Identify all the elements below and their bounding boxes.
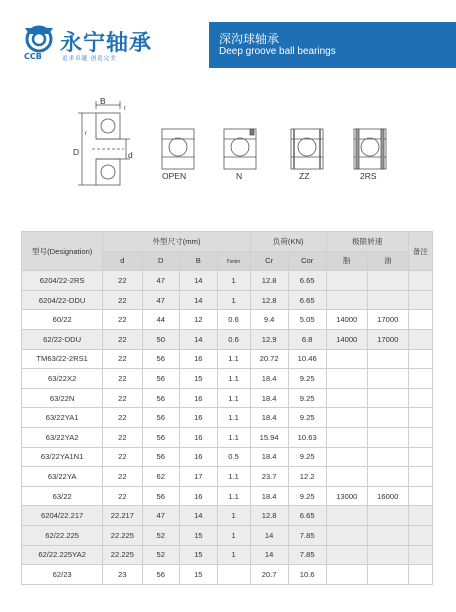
cell-B: 16 <box>180 427 218 447</box>
cell-r: 1.1 <box>217 388 250 408</box>
col-D: D <box>142 251 180 271</box>
cell-cor: 12.2 <box>288 467 326 487</box>
cell-oil: 16000 <box>367 486 408 506</box>
cell-cr: 18.4 <box>250 408 288 428</box>
cell-fat <box>326 290 367 310</box>
cell-r: 0.6 <box>217 310 250 330</box>
table-row <box>22 467 433 487</box>
cell-D: 56 <box>142 369 180 389</box>
cell-d: 22.225 <box>103 525 142 545</box>
cell-D: 56 <box>142 388 180 408</box>
cell-cor: 10.46 <box>288 349 326 369</box>
col-oil: 油 <box>367 251 408 271</box>
cell-r: 1 <box>217 506 250 526</box>
page-title-cn: 深沟球轴承 <box>219 32 280 46</box>
cell-D: 62 <box>142 467 180 487</box>
cell-B: 16 <box>180 447 218 467</box>
cell-cr: 14 <box>250 525 288 545</box>
page-title-en: Deep groove ball bearings <box>219 46 336 57</box>
cell-r: 1 <box>217 290 250 310</box>
cell-cor: 10.6 <box>288 565 326 585</box>
cell-r: 1.1 <box>217 467 250 487</box>
cell-B: 16 <box>180 486 218 506</box>
cell-cr: 18.4 <box>250 447 288 467</box>
cell-cr: 15.94 <box>250 427 288 447</box>
cell-remark <box>408 506 432 526</box>
cell-D: 56 <box>142 486 180 506</box>
cell-cor: 7.85 <box>288 525 326 545</box>
cell-cr: 18.4 <box>250 388 288 408</box>
cell-des: 63/22YA <box>22 467 103 487</box>
cell-cr: 12.9 <box>250 329 288 349</box>
cell-d: 22 <box>103 388 142 408</box>
cell-remark <box>408 565 432 585</box>
cell-r: 1 <box>217 545 250 565</box>
cell-des: 63/22N <box>22 388 103 408</box>
cell-fat <box>326 427 367 447</box>
cell-oil <box>367 565 408 585</box>
col-group-speed: 极限转速 <box>326 232 408 252</box>
col-B: B <box>180 251 218 271</box>
dim-rs-label: r <box>124 106 126 112</box>
table-row <box>22 427 433 447</box>
cell-oil <box>367 369 408 389</box>
cell-B: 16 <box>180 349 218 369</box>
open-label: OPEN <box>162 171 187 181</box>
cell-oil <box>367 545 408 565</box>
cell-fat: 13000 <box>326 486 367 506</box>
cell-des: 62/22.225 <box>22 525 103 545</box>
cell-cr: 18.4 <box>250 369 288 389</box>
cell-fat <box>326 545 367 565</box>
col-r-main: r <box>227 256 230 266</box>
cell-D: 47 <box>142 290 180 310</box>
cell-oil <box>367 290 408 310</box>
cell-cr: 12.8 <box>250 290 288 310</box>
cell-fat <box>326 467 367 487</box>
col-d: d <box>103 251 142 271</box>
cell-B: 15 <box>180 369 218 389</box>
cell-des: 63/22 <box>22 486 103 506</box>
cell-remark <box>408 525 432 545</box>
table-row <box>22 329 433 349</box>
cell-D: 47 <box>142 271 180 291</box>
cell-d: 23 <box>103 565 142 585</box>
cell-D: 52 <box>142 545 180 565</box>
cell-des: 62/22.225YA2 <box>22 545 103 565</box>
cell-des: 63/22YA2 <box>22 427 103 447</box>
cell-des: 62/23 <box>22 565 103 585</box>
brand-slogan: 追求卓越 创造完美 <box>62 56 117 62</box>
cell-oil: 17000 <box>367 310 408 330</box>
cell-D: 52 <box>142 525 180 545</box>
cell-d: 22 <box>103 408 142 428</box>
cell-fat <box>326 525 367 545</box>
brand-name: 永宁轴承 <box>60 31 153 56</box>
cell-r: 1.1 <box>217 349 250 369</box>
cell-remark <box>408 408 432 428</box>
cell-fat <box>326 388 367 408</box>
dim-rs2-label: r <box>85 131 87 137</box>
cell-cor: 5.05 <box>288 310 326 330</box>
cell-d: 22 <box>103 271 142 291</box>
cell-d: 22 <box>103 369 142 389</box>
cell-cor: 6.65 <box>288 290 326 310</box>
cell-oil <box>367 525 408 545</box>
cell-fat: 14000 <box>326 329 367 349</box>
col-grease: 脂 <box>326 251 367 271</box>
dim-D-label: D <box>73 147 80 157</box>
spec-table <box>21 231 433 585</box>
cell-B: 16 <box>180 408 218 428</box>
cell-remark <box>408 290 432 310</box>
cell-D: 56 <box>142 427 180 447</box>
cell-D: 50 <box>142 329 180 349</box>
cell-des: 63/22YA1 <box>22 408 103 428</box>
col-group-load: 负荷(KN) <box>250 232 326 252</box>
cell-r: 1.1 <box>217 427 250 447</box>
ccb-logo-icon <box>22 24 56 54</box>
bearing-diagrams <box>0 95 456 190</box>
cell-r: 1.1 <box>217 408 250 428</box>
cell-remark <box>408 369 432 389</box>
table-row <box>22 271 433 291</box>
cell-cor: 6.8 <box>288 329 326 349</box>
cell-cor: 6.65 <box>288 506 326 526</box>
cell-D: 44 <box>142 310 180 330</box>
cell-r: 0.5 <box>217 447 250 467</box>
cell-remark <box>408 349 432 369</box>
cell-des: 63/22YA1N1 <box>22 447 103 467</box>
cell-remark <box>408 329 432 349</box>
cell-r: 1 <box>217 271 250 291</box>
dim-B-label: B <box>100 96 106 106</box>
cell-fat <box>326 271 367 291</box>
cell-B: 16 <box>180 388 218 408</box>
brand-abbr: CCB <box>24 52 42 61</box>
cell-oil <box>367 506 408 526</box>
cell-des: 62/22-DDU <box>22 329 103 349</box>
col-group-dimensions: 外型尺寸(mm) <box>103 232 250 252</box>
cell-fat <box>326 506 367 526</box>
cell-des: TM63/22-2RS1 <box>22 349 103 369</box>
cell-remark <box>408 486 432 506</box>
cell-cr: 23.7 <box>250 467 288 487</box>
cell-oil <box>367 467 408 487</box>
col-designation: 型号(Designation) <box>22 232 103 271</box>
cell-des: 6204/22-2RS <box>22 271 103 291</box>
cell-remark <box>408 271 432 291</box>
cell-des: 6204/22-DDU <box>22 290 103 310</box>
cell-B: 12 <box>180 310 218 330</box>
cell-d: 22 <box>103 467 142 487</box>
cell-remark <box>408 447 432 467</box>
table-row <box>22 290 433 310</box>
col-cor: Cor <box>288 251 326 271</box>
cell-d: 22 <box>103 349 142 369</box>
cell-cr: 20.7 <box>250 565 288 585</box>
cell-d: 22 <box>103 290 142 310</box>
2rs-label: 2RS <box>360 171 377 181</box>
cell-des: 63/22X2 <box>22 369 103 389</box>
cell-d: 22.217 <box>103 506 142 526</box>
cell-fat: 14000 <box>326 310 367 330</box>
col-cr: Cr <box>250 251 288 271</box>
cell-fat <box>326 565 367 585</box>
cell-d: 22 <box>103 310 142 330</box>
cell-cr: 12.8 <box>250 506 288 526</box>
cell-B: 15 <box>180 545 218 565</box>
cell-B: 15 <box>180 565 218 585</box>
cell-oil: 17000 <box>367 329 408 349</box>
cell-oil <box>367 408 408 428</box>
cell-cor: 7.85 <box>288 545 326 565</box>
cell-fat <box>326 349 367 369</box>
cell-B: 14 <box>180 271 218 291</box>
col-r-suffix: smin <box>229 259 241 266</box>
cell-remark <box>408 427 432 447</box>
dim-d-label: d <box>128 150 133 160</box>
table-row <box>22 525 433 545</box>
cell-r: 1.1 <box>217 369 250 389</box>
cell-r: 1.1 <box>217 486 250 506</box>
cell-r <box>217 565 250 585</box>
cell-cor: 9.25 <box>288 486 326 506</box>
cell-cor: 10.63 <box>288 427 326 447</box>
table-row <box>22 447 433 467</box>
cell-B: 14 <box>180 329 218 349</box>
cell-r: 1 <box>217 525 250 545</box>
table-body <box>22 271 433 585</box>
table-row <box>22 369 433 389</box>
zz-label: ZZ <box>299 171 310 181</box>
cell-remark <box>408 310 432 330</box>
cell-B: 14 <box>180 506 218 526</box>
cell-cor: 9.25 <box>288 369 326 389</box>
cell-des: 6204/22.217 <box>22 506 103 526</box>
cell-cor: 6.65 <box>288 271 326 291</box>
table-row <box>22 408 433 428</box>
page-header <box>0 0 456 66</box>
cell-r: 0.6 <box>217 329 250 349</box>
cell-B: 15 <box>180 525 218 545</box>
cell-des: 60/22 <box>22 310 103 330</box>
col-r <box>217 251 250 271</box>
cell-D: 56 <box>142 408 180 428</box>
cell-D: 47 <box>142 506 180 526</box>
cell-d: 22 <box>103 329 142 349</box>
cell-oil <box>367 447 408 467</box>
cell-d: 22 <box>103 427 142 447</box>
cell-oil <box>367 271 408 291</box>
cell-cr: 12.8 <box>250 271 288 291</box>
table-row <box>22 565 433 585</box>
title-banner <box>209 22 456 68</box>
cell-fat <box>326 408 367 428</box>
cell-cr: 20.72 <box>250 349 288 369</box>
cell-fat <box>326 369 367 389</box>
table-row <box>22 388 433 408</box>
cell-oil <box>367 388 408 408</box>
cell-B: 14 <box>180 290 218 310</box>
table-row <box>22 349 433 369</box>
table-row <box>22 310 433 330</box>
cell-d: 22.225 <box>103 545 142 565</box>
cell-cr: 14 <box>250 545 288 565</box>
cell-fat <box>326 447 367 467</box>
cell-D: 56 <box>142 447 180 467</box>
cell-cor: 9.25 <box>288 408 326 428</box>
cell-remark <box>408 467 432 487</box>
col-remark: 备注 <box>408 232 432 271</box>
cell-d: 22 <box>103 447 142 467</box>
cell-remark <box>408 388 432 408</box>
cell-D: 56 <box>142 565 180 585</box>
cell-cor: 9.25 <box>288 388 326 408</box>
cell-cr: 9.4 <box>250 310 288 330</box>
table-row <box>22 506 433 526</box>
cell-cor: 9.25 <box>288 447 326 467</box>
cell-oil <box>367 349 408 369</box>
table-row <box>22 486 433 506</box>
cell-D: 56 <box>142 349 180 369</box>
cell-cr: 18.4 <box>250 486 288 506</box>
n-label: N <box>236 171 243 181</box>
cell-oil <box>367 427 408 447</box>
cell-remark <box>408 545 432 565</box>
cell-B: 17 <box>180 467 218 487</box>
cell-d: 22 <box>103 486 142 506</box>
table-row <box>22 545 433 565</box>
